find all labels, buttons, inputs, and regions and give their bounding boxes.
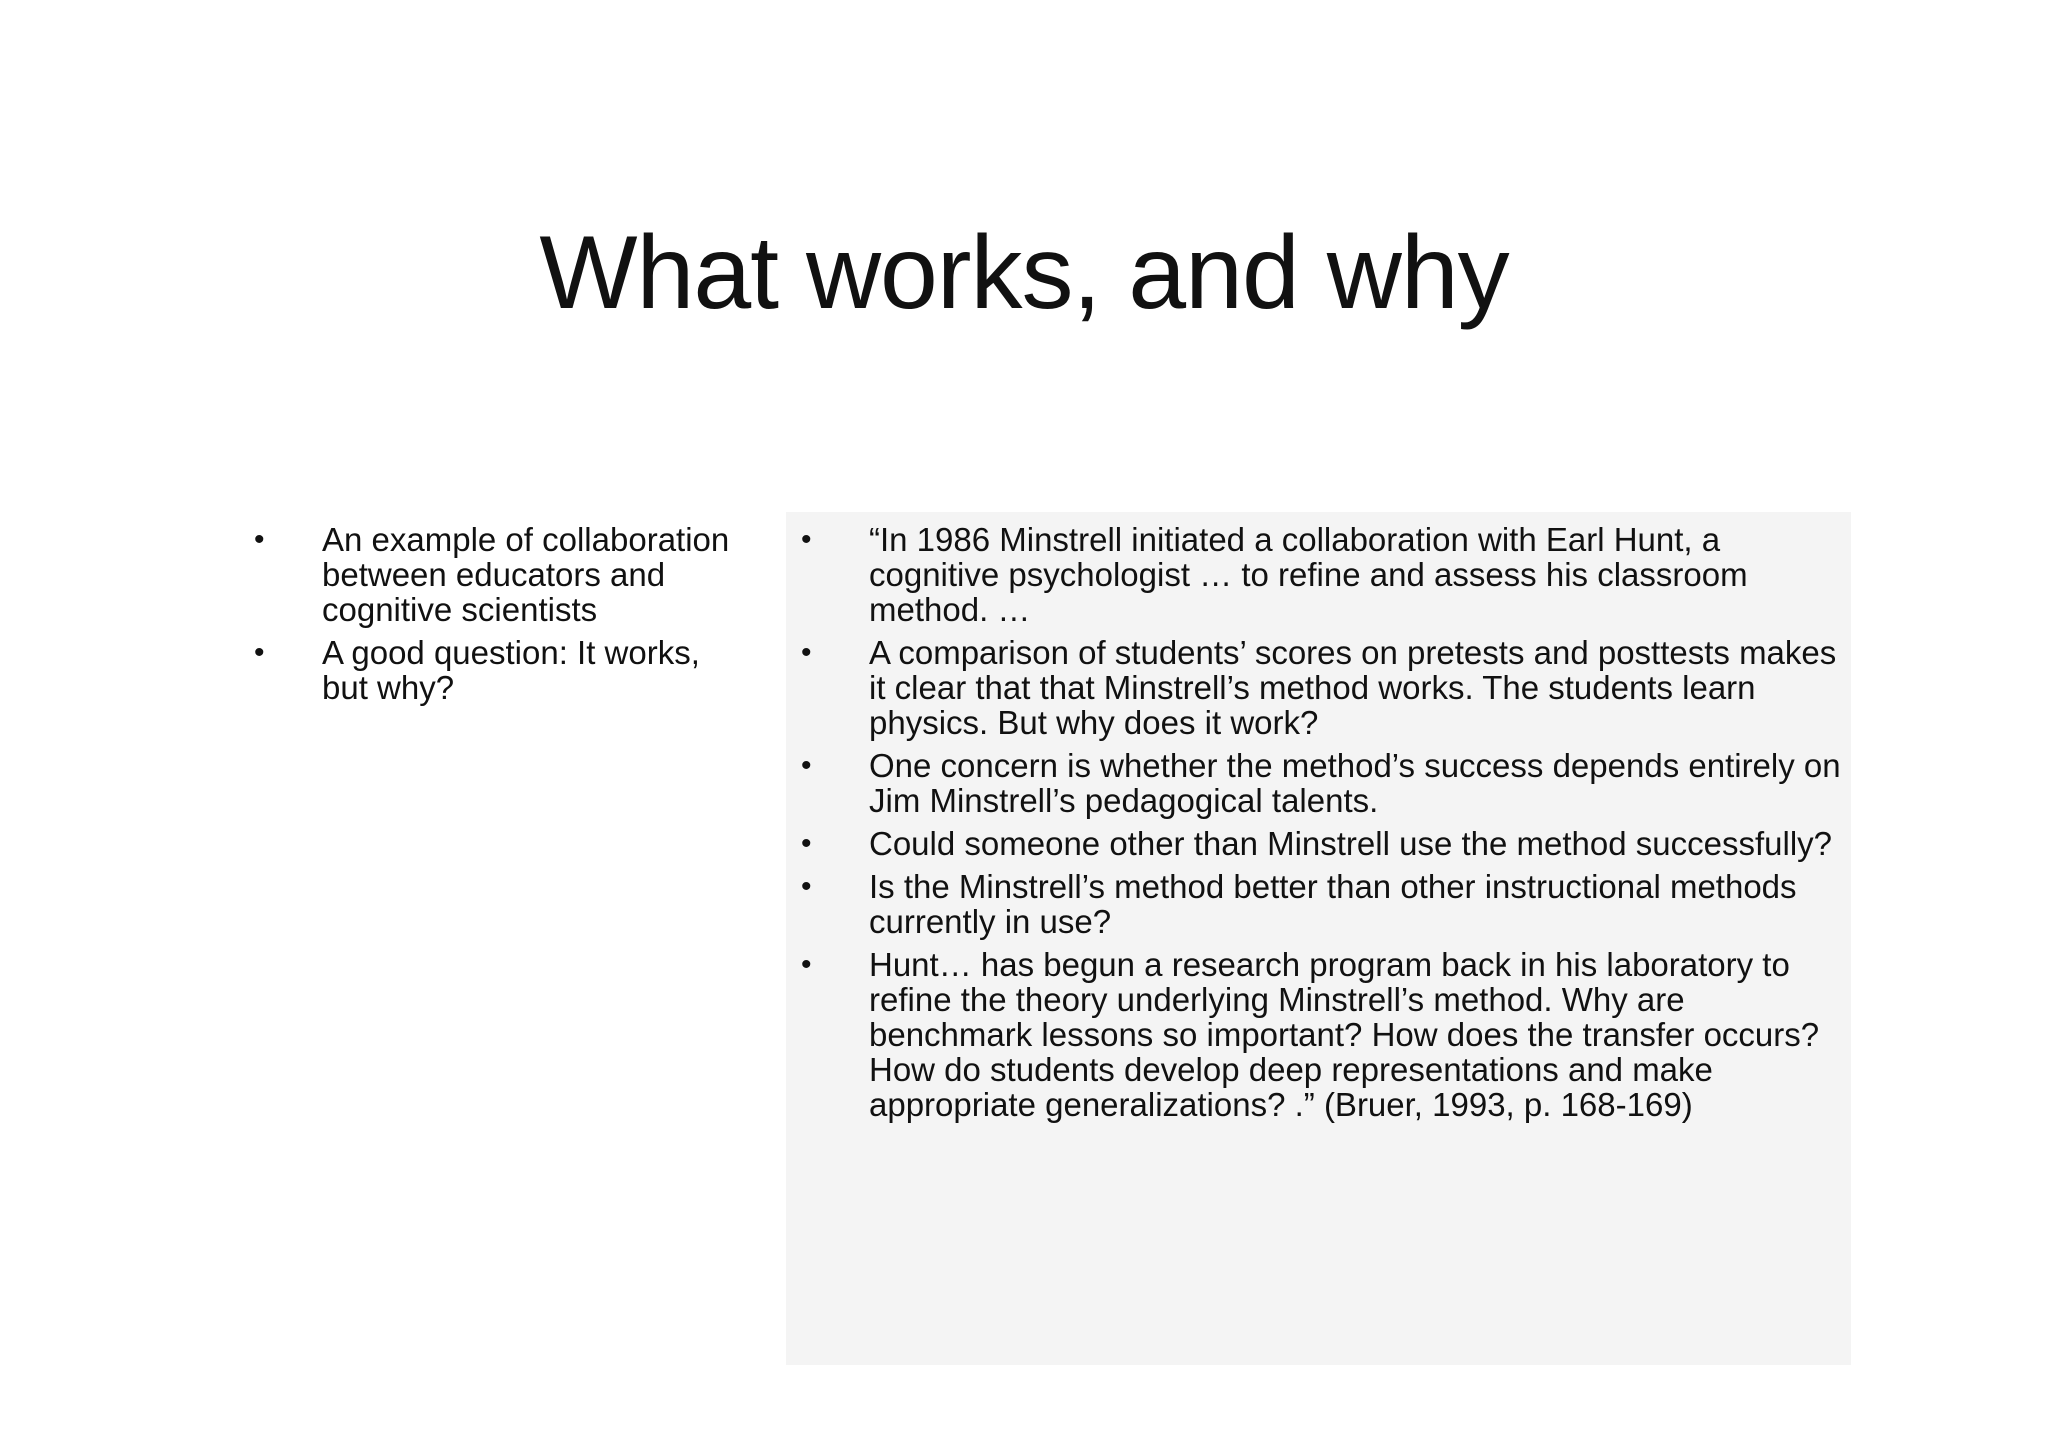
bullet-icon: • (801, 948, 812, 981)
left-bullet-text: An example of collaboration between educators and cognitive scientists (322, 521, 730, 628)
bullet-icon: • (801, 636, 812, 669)
left-bullet-column (254, 521, 742, 713)
bullet-icon: • (801, 523, 812, 556)
right-bullet-item (801, 634, 1849, 741)
bullet-icon: • (801, 827, 812, 860)
left-bullet-list (254, 521, 742, 706)
bullet-icon: • (254, 523, 265, 556)
right-bullet-column (801, 521, 1849, 1130)
right-bullet-item (801, 747, 1849, 819)
left-bullet-item (254, 521, 742, 628)
right-bullet-text: Hunt… has begun a research program back in his laboratory to refine the theory underlying Minstrell’s method. Why are benchmark lessons so important? How does the transfer occurs? How do students develop deep representations and make appropriate generalizations? .” (Bruer, 1993, p. 168-169) (869, 946, 1820, 1123)
right-bullet-text: “In 1986 Minstrell initiated a collaboration with Earl Hunt, a cognitive psychologist … to refine and assess his classroom method. … (869, 521, 1748, 628)
right-bullet-text: Is the Minstrell’s method better than other instructional methods currently in use? (869, 868, 1797, 940)
bullet-icon: • (801, 749, 812, 782)
right-bullet-item (801, 521, 1849, 628)
right-bullet-item (801, 946, 1849, 1123)
right-bullet-item (801, 825, 1849, 862)
left-bullet-item (254, 634, 742, 706)
right-bullet-text: One concern is whether the method’s success depends entirely on Jim Minstrell’s pedagogical talents. (869, 747, 1841, 819)
bullet-icon: • (254, 636, 265, 669)
bullet-icon: • (801, 870, 812, 903)
right-bullet-list (801, 521, 1849, 1123)
right-bullet-text: A comparison of students’ scores on pretests and posttests makes it clear that that Minstrell’s method works. The students learn physics. But why does it work? (869, 634, 1837, 741)
right-bullet-item (801, 868, 1849, 940)
left-bullet-text: A good question: It works, but why? (322, 634, 700, 706)
slide-title: What works, and why (539, 215, 1509, 331)
right-bullet-text: Could someone other than Minstrell use the method successfully? (869, 825, 1833, 862)
